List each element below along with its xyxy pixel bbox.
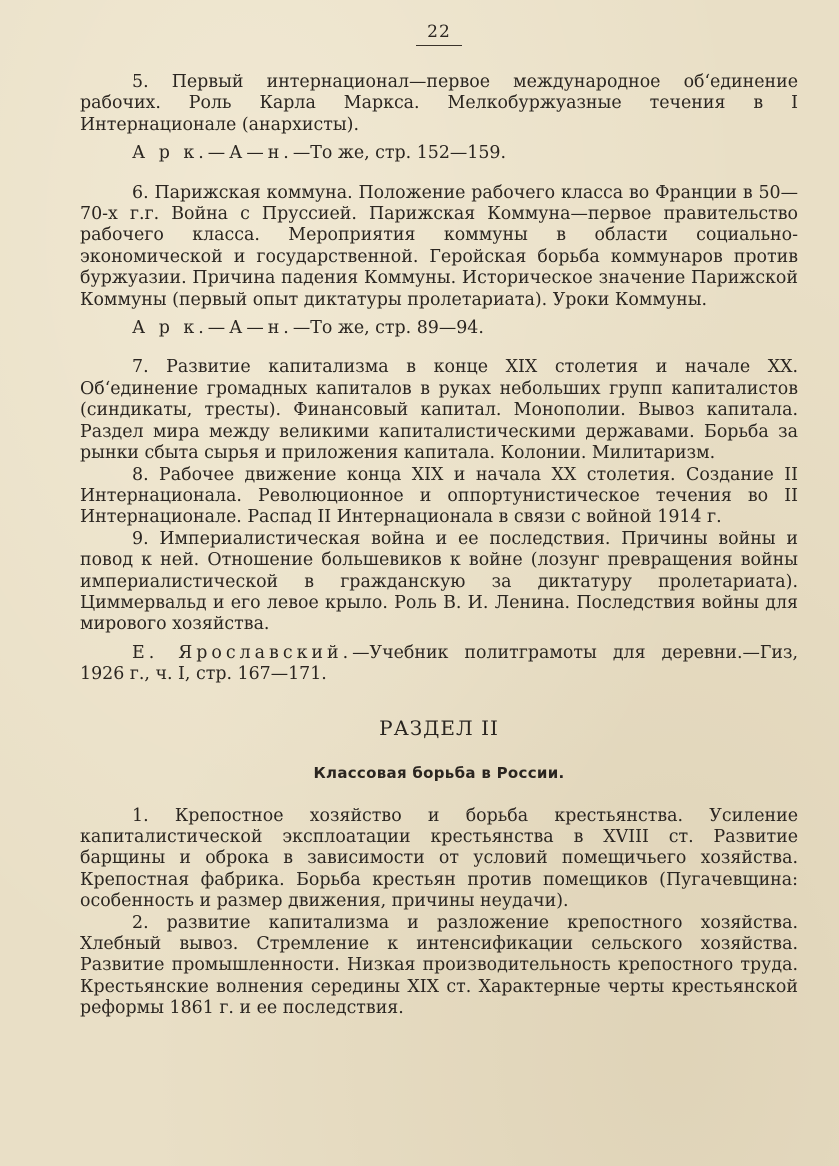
page-number: 22 bbox=[416, 22, 462, 46]
section-item-1: 1. Крепостное хозяйство и борьба крестьянства. Усиление капиталистической эксплоатации крестьянства в XVIII ст. Развитие барщины и оброка в зависимости от условий помещичьего хозяйства. Крепостная фабрика. Борьба крестьян против помещиков (Пугачевщина: особенность и размер движения, причины неудачи). bbox=[80, 805, 798, 912]
item-5: 5. Первый интернационал—первое международное об‘единение рабочих. Роль Карла Маркса. Мелкобуржуазные течения в I Интернационале (анархисты). bbox=[80, 72, 798, 135]
section-title: РАЗДЕЛ II bbox=[379, 715, 499, 740]
reference-5-text: —То же, стр. 152—159. bbox=[292, 143, 507, 164]
reference-6-text: —То же, стр. 89—94. bbox=[292, 318, 484, 339]
item-7: 7. Развитие капитализма в конце XIX столетия и начале XX. Об‘единение громадных капиталов в руках небольших групп капиталистов (синдикаты, тресты). Финансовый капитал. Монополии. Вывоз капитала. Раздел мира между великими капиталистическими державами. Борьба за рынки сбыта сырья и приложения капитала. Колонии. Милитаризм. bbox=[80, 357, 798, 464]
item-9: 9. Империалистическая война и ее последствия. Причины войны и повод к ней. Отношение большевиков к войне (лозунг превращения войны империалистической в гражданскую за диктатуру пролетариата). Циммервальд и его левое крыло. Роль В. И. Ленина. Последствия войны для мирового хозяйства. bbox=[80, 528, 798, 635]
reference-9-author: Е. Ярославский. bbox=[132, 642, 353, 663]
item-6: 6. Парижская коммуна. Положение рабочего класса во Франции в 50—70-х г.г. Война с Пруссией. Парижская Коммуна—первое правительство рабочего класса. Мероприятия коммуны в области социально-экономической и государственной. Геройская борьба коммунаров против буржуазии. Причина падения Коммуны. Историческое значение Парижской Коммуны (первый опыт диктатуры пролетариата). Уроки Коммуны. bbox=[80, 182, 798, 310]
reference-6 bbox=[80, 318, 798, 339]
reference-9-text: —Учебник политграмоты для деревни.—Гиз, 1926 г., ч. I, стр. 167—171. bbox=[80, 642, 799, 685]
document-page bbox=[80, 22, 798, 1020]
reference-5-author: А р к.—А—н. bbox=[132, 143, 293, 164]
reference-6-author: А р к.—А—н. bbox=[132, 318, 293, 339]
section-subtitle: Классовая борьба в России. bbox=[313, 763, 565, 782]
reference-9 bbox=[80, 643, 798, 686]
reference-5 bbox=[80, 143, 798, 164]
item-8: 8. Рабочее движение конца XIX и начала XX столетия. Создание II Интернационала. Революционное и оппортунистическое течения во II Интернационале. Распад II Интернационала в связи с войной 1914 г. bbox=[80, 464, 798, 528]
section-item-2: 2. развитие капитализма и разложение крепостного хозяйства. Хлебный вывоз. Стремление к интенсификации сельского хозяйства. Развитие промышленности. Низкая производительность крепостного труда. Крестьянские волнения середины XIX ст. Характерные черты крестьянской реформы 1861 г. и ее последствия. bbox=[80, 912, 798, 1019]
